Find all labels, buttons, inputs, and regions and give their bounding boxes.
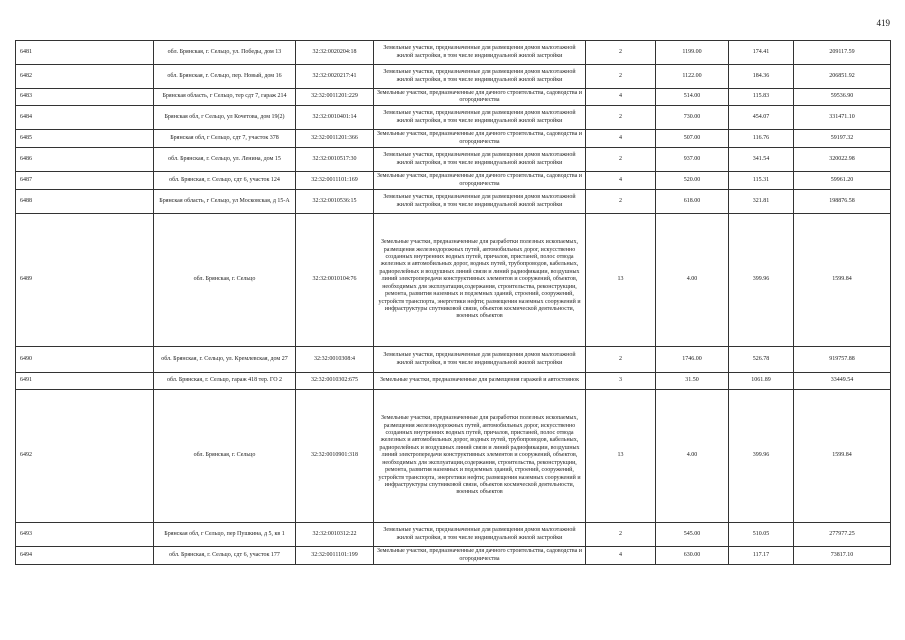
group-code-cell: 2: [586, 190, 656, 214]
row-number-cell: 6492: [16, 390, 154, 523]
row-number-cell: 6482: [16, 65, 154, 89]
land-use-cell: Земельные участки, предназначенные для размещения домов малоэтажной жилой застройки, в том числе индивидуальной жилой застройки: [374, 148, 586, 172]
area-cell: 520.00: [656, 172, 729, 190]
unit-value-cell: 115.83: [729, 89, 794, 106]
row-number-cell: 6489: [16, 214, 154, 347]
land-use-cell: Земельные участки, предназначенные для разработки полезных ископаемых, размещения железнодорожных путей, автомобильных дорог, искусственно созданных внутренних водных путей, причалов, пристаней, полос отвода железных и автомобильных дорог, водных путей, трубопроводов, кабельных, радиорелейных и воздушных линий связи и линий радиофикации, воздушных линий электропередачи конструктивных элементов и сооружений, объектов, необходимых для эксплуатации,содержания, строительства, реконструкции, ремонта, развития наземных и подземных зданий, строений, сооружений, устройств транспорта, энергетики нефти; размещения наземных сооружений и инфраструктуры спутниковой связи, объектов космической деятельности, военных объектов: [374, 390, 586, 523]
group-code-cell: 13: [586, 390, 656, 523]
unit-value-cell: 510.05: [729, 523, 794, 547]
address-cell: обл. Брянская, г. Сельцо, сдт 6, участок 124: [154, 172, 296, 190]
total-value-cell: 59536.90: [794, 89, 891, 106]
address-cell: Брянская область, г Сельцо, ул Московская, д 15-А: [154, 190, 296, 214]
land-use-cell: Земельные участки, предназначенные для разработки полезных ископаемых, размещения железнодорожных путей, автомобильных дорог, искусственно созданных внутренних водных путей, причалов, пристаней, полос отвода железных и автомобильных дорог, водных путей, трубопроводов, кабельных, радиорелейных и воздушных линий связи и линий радиофикации, воздушных линий электропередачи конструктивных элементов и сооружений, объектов, необходимых для эксплуатации,содержания, строительства, реконструкции, ремонта, развития наземных и подземных зданий, строений, сооружений, устройств транспорта, энергетики нефти; размещения наземных сооружений и инфраструктуры спутниковой связи, объектов космической деятельности, военных объектов: [374, 214, 586, 347]
table-row: [16, 523, 891, 547]
total-value-cell: 198876.58: [794, 190, 891, 214]
cadastral-number-cell: 32:32:0020217:41: [296, 65, 374, 89]
total-value-cell: 1599.84: [794, 390, 891, 523]
group-code-cell: 2: [586, 41, 656, 65]
area-cell: 730.00: [656, 106, 729, 130]
total-value-cell: 320022.98: [794, 148, 891, 172]
cadastral-value-table: [15, 40, 891, 565]
group-code-cell: 13: [586, 214, 656, 347]
table-row: [16, 547, 891, 565]
land-use-cell: Земельные участки, предназначенные для размещения домов малоэтажной жилой застройки, в том числе индивидуальной жилой застройки: [374, 190, 586, 214]
land-use-cell: Земельные участки, предназначенные для размещения домов малоэтажной жилой застройки, в том числе индивидуальной жилой застройки: [374, 41, 586, 65]
cadastral-number-cell: 32:32:0011101:169: [296, 172, 374, 190]
address-cell: Брянская обл, г Сельцо, сдт 7, участок 378: [154, 130, 296, 148]
unit-value-cell: 399.96: [729, 390, 794, 523]
address-cell: Брянская область, г Сельцо, тер сдт 7, гараж 214: [154, 89, 296, 106]
table-row: [16, 214, 891, 347]
table-row: [16, 106, 891, 130]
row-number-cell: 6481: [16, 41, 154, 65]
table-row: [16, 148, 891, 172]
cadastral-number-cell: 32:32:0020204:18: [296, 41, 374, 65]
row-number-cell: 6493: [16, 523, 154, 547]
land-use-cell: Земельные участки, предназначенные для размещения домов малоэтажной жилой застройки, в том числе индивидуальной жилой застройки: [374, 65, 586, 89]
area-cell: 630.00: [656, 547, 729, 565]
group-code-cell: 4: [586, 547, 656, 565]
address-cell: Брянская обл, г Сельцо, пер Пушкина, д 5, кв 1: [154, 523, 296, 547]
row-number-cell: 6487: [16, 172, 154, 190]
cadastral-number-cell: 32:32:0011201:229: [296, 89, 374, 106]
area-cell: 507.00: [656, 130, 729, 148]
table-row: [16, 65, 891, 89]
cadastral-number-cell: 32:32:0010104:76: [296, 214, 374, 347]
address-cell: обл. Брянская, г. Сельцо, ул. Ленина, дом 15: [154, 148, 296, 172]
row-number-cell: 6491: [16, 373, 154, 390]
unit-value-cell: 321.81: [729, 190, 794, 214]
cadastral-number-cell: 32:32:0011201:366: [296, 130, 374, 148]
unit-value-cell: 399.96: [729, 214, 794, 347]
unit-value-cell: 117.17: [729, 547, 794, 565]
total-value-cell: 33449.54: [794, 373, 891, 390]
unit-value-cell: 454.07: [729, 106, 794, 130]
land-use-cell: Земельные участки, предназначенные для дачного строительства, садоводства и огородничества: [374, 547, 586, 565]
land-use-cell: Земельные участки, предназначенные для размещения гаражей и автостоянок: [374, 373, 586, 390]
table-row: [16, 172, 891, 190]
area-cell: 1746.00: [656, 347, 729, 373]
unit-value-cell: 174.41: [729, 41, 794, 65]
row-number-cell: 6486: [16, 148, 154, 172]
total-value-cell: 919757.88: [794, 347, 891, 373]
area-cell: 31.50: [656, 373, 729, 390]
land-use-cell: Земельные участки, предназначенные для дачного строительства, садоводства и огородничества: [374, 89, 586, 106]
area-cell: 4.00: [656, 214, 729, 347]
land-use-cell: Земельные участки, предназначенные для размещения домов малоэтажной жилой застройки, в том числе индивидуальной жилой застройки: [374, 106, 586, 130]
total-value-cell: 277977.25: [794, 523, 891, 547]
group-code-cell: 4: [586, 89, 656, 106]
table-row: [16, 373, 891, 390]
group-code-cell: 2: [586, 106, 656, 130]
unit-value-cell: 184.36: [729, 65, 794, 89]
address-cell: обл. Брянская, г. Сельцо, ул. Победы, дом 13: [154, 41, 296, 65]
area-cell: 514.00: [656, 89, 729, 106]
unit-value-cell: 1061.89: [729, 373, 794, 390]
row-number-cell: 6490: [16, 347, 154, 373]
page-number: 419: [876, 18, 890, 28]
total-value-cell: 206851.92: [794, 65, 891, 89]
unit-value-cell: 115.31: [729, 172, 794, 190]
cadastral-number-cell: 32:32:0010901:318: [296, 390, 374, 523]
area-cell: 618.00: [656, 190, 729, 214]
area-cell: 1122.00: [656, 65, 729, 89]
land-use-cell: Земельные участки, предназначенные для размещения домов малоэтажной жилой застройки, в том числе индивидуальной жилой застройки: [374, 523, 586, 547]
cadastral-number-cell: 32:32:0010536:15: [296, 190, 374, 214]
unit-value-cell: 341.54: [729, 148, 794, 172]
land-use-cell: Земельные участки, предназначенные для размещения домов малоэтажной жилой застройки, в том числе индивидуальной жилой застройки: [374, 347, 586, 373]
cadastral-number-cell: 32:32:0011101:199: [296, 547, 374, 565]
row-number-cell: 6488: [16, 190, 154, 214]
address-cell: обл. Брянская, г. Сельцо, ул. Кремлевская, дом 27: [154, 347, 296, 373]
total-value-cell: 331471.10: [794, 106, 891, 130]
table-row: [16, 390, 891, 523]
land-use-cell: Земельные участки, предназначенные для дачного строительства, садоводства и огородничества: [374, 172, 586, 190]
cadastral-number-cell: 32:32:0010308:4: [296, 347, 374, 373]
cadastral-number-cell: 32:32:0010312:22: [296, 523, 374, 547]
address-cell: обл. Брянская, г. Сельцо: [154, 390, 296, 523]
address-cell: Брянская обл, г Сельцо, ул Кочетова, дом 19(2): [154, 106, 296, 130]
address-cell: обл. Брянская, г. Сельцо, пер. Новый, дом 16: [154, 65, 296, 89]
address-cell: обл. Брянская, г. Сельцо, гараж 418 тер. ГО 2: [154, 373, 296, 390]
area-cell: 937.00: [656, 148, 729, 172]
group-code-cell: 2: [586, 65, 656, 89]
total-value-cell: 59961.20: [794, 172, 891, 190]
group-code-cell: 2: [586, 523, 656, 547]
cadastral-number-cell: 32:32:0010302:675: [296, 373, 374, 390]
group-code-cell: 4: [586, 172, 656, 190]
group-code-cell: 4: [586, 130, 656, 148]
group-code-cell: 3: [586, 373, 656, 390]
row-number-cell: 6484: [16, 106, 154, 130]
cadastral-number-cell: 32:32:0010401:14: [296, 106, 374, 130]
row-number-cell: 6483: [16, 89, 154, 106]
group-code-cell: 2: [586, 347, 656, 373]
total-value-cell: 73817.10: [794, 547, 891, 565]
area-cell: 545.00: [656, 523, 729, 547]
area-cell: 4.00: [656, 390, 729, 523]
table-row: [16, 130, 891, 148]
table-row: [16, 89, 891, 106]
total-value-cell: 209117.59: [794, 41, 891, 65]
unit-value-cell: 526.78: [729, 347, 794, 373]
row-number-cell: 6494: [16, 547, 154, 565]
address-cell: обл. Брянская, г. Сельцо, сдт 6, участок 177: [154, 547, 296, 565]
address-cell: обл. Брянская, г. Сельцо: [154, 214, 296, 347]
table-body: [16, 41, 891, 565]
table-row: [16, 347, 891, 373]
total-value-cell: 59197.32: [794, 130, 891, 148]
area-cell: 1199.00: [656, 41, 729, 65]
cadastral-number-cell: 32:32:0010517:30: [296, 148, 374, 172]
table-row: [16, 41, 891, 65]
table-row: [16, 190, 891, 214]
total-value-cell: 1599.84: [794, 214, 891, 347]
group-code-cell: 2: [586, 148, 656, 172]
land-use-cell: Земельные участки, предназначенные для дачного строительства, садоводства и огородничества: [374, 130, 586, 148]
row-number-cell: 6485: [16, 130, 154, 148]
unit-value-cell: 116.76: [729, 130, 794, 148]
